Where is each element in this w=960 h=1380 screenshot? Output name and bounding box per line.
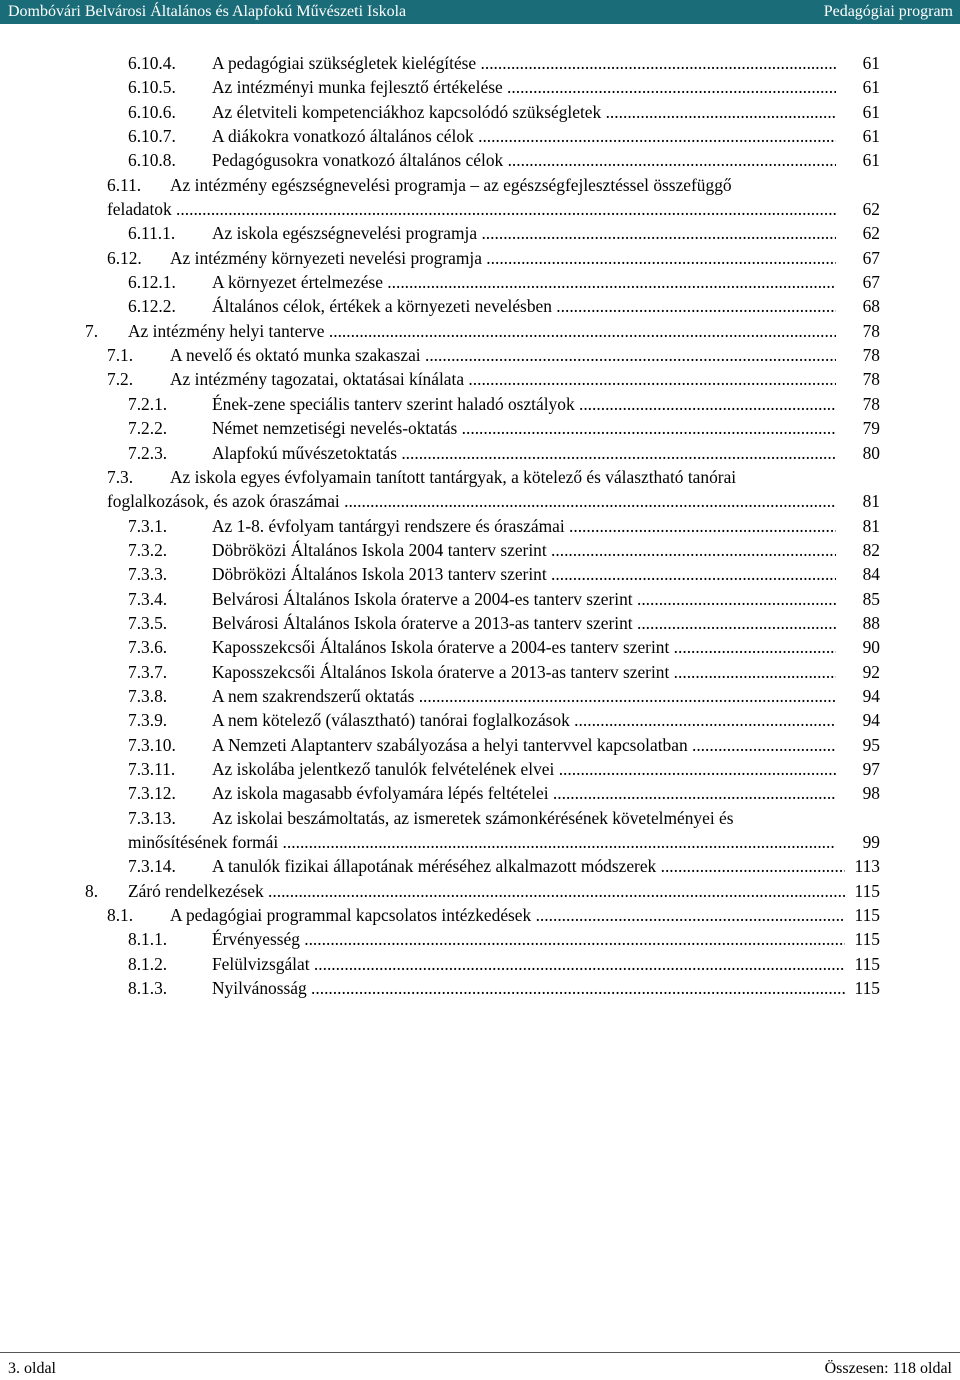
toc-entry-number: 7.3.6. <box>128 637 168 658</box>
toc-entry-title: Döbröközi Általános Iskola 2013 tanterv szerint ..... <box>212 562 836 586</box>
toc-entry-title: Döbröközi Általános Iskola 2004 tanterv szerint ..... <box>212 538 836 562</box>
toc-entry-page: 92 <box>863 660 880 684</box>
toc-entry-page: 81 <box>863 514 880 538</box>
toc-entry-title: Az intézmény környezeti nevelési programja ..... <box>170 246 836 270</box>
toc-entry-page: 61 <box>863 75 880 99</box>
toc-entry-page: 85 <box>863 587 880 611</box>
toc-entry-number: 6.11.1. <box>128 223 176 244</box>
toc-entry-number: 6.10.7. <box>128 126 176 147</box>
toc-entry-title: Érvényesség ..... <box>212 927 845 951</box>
toc-entry-number: 7.3.10. <box>128 734 176 755</box>
toc-entry[interactable] <box>0 635 960 659</box>
toc-entry[interactable] <box>0 611 960 635</box>
toc-entry-title-continued: feladatok ..... <box>107 197 836 221</box>
toc-entry-number: 7.3.1. <box>128 515 168 536</box>
toc-entry-number: 7.3.9. <box>128 710 168 731</box>
toc-entry-continuation[interactable] <box>0 830 960 854</box>
toc-entry-title: Az életviteli kompetenciákhoz kapcsolódó szükségletek ..... <box>212 100 836 124</box>
toc-entry-number: 8.1.2. <box>128 953 168 974</box>
toc-entry-title: Záró rendelkezések ..... <box>128 879 845 903</box>
toc-entry[interactable] <box>0 562 960 586</box>
toc-entry-page: 115 <box>855 879 880 903</box>
toc-entry-page: 94 <box>863 684 880 708</box>
toc-entry-page: 61 <box>863 148 880 172</box>
toc-entry[interactable] <box>0 416 960 440</box>
toc-entry-page: 61 <box>863 51 880 75</box>
toc-entry[interactable] <box>0 514 960 538</box>
toc-entry-title: Kaposszekcsői Általános Iskola óraterve a 2013-as tanterv szerint ..... <box>212 660 836 684</box>
toc-entry-title: Az intézmény helyi tanterve ..... <box>128 319 836 343</box>
toc-entry[interactable] <box>0 221 960 245</box>
toc-entry-title: Az intézményi munka fejlesztő értékelése ..... <box>212 75 836 99</box>
toc-entry-number: 6.10.4. <box>128 53 176 73</box>
toc-entry[interactable] <box>0 270 960 294</box>
toc-entry[interactable] <box>0 927 960 951</box>
toc-entry-number: 7.3.4. <box>128 588 168 609</box>
toc-entry[interactable] <box>0 100 960 124</box>
toc-entry-number: 8.1.3. <box>128 978 168 999</box>
toc-entry[interactable] <box>0 124 960 148</box>
toc-entry-page: 62 <box>863 221 880 245</box>
toc-entry[interactable] <box>0 708 960 732</box>
toc-entry-title: Alapfokú művészetoktatás ..... <box>212 441 836 465</box>
toc-entry[interactable] <box>0 246 960 270</box>
footer-total-pages: Összesen: 118 oldal <box>824 1360 952 1377</box>
toc-entry[interactable] <box>0 75 960 99</box>
toc-entry[interactable] <box>0 587 960 611</box>
toc-entry-title: A nevelő és oktató munka szakaszai ..... <box>170 343 836 367</box>
toc-entry-number: 7.1. <box>107 345 134 366</box>
toc-entry-page: 81 <box>863 489 880 513</box>
toc-entry-title: Az iskola egészségnevelési programja ..... <box>212 221 836 245</box>
toc-entry-page: 115 <box>855 903 880 927</box>
toc-entry[interactable] <box>0 465 960 489</box>
toc-entry-title: A pedagógiai programmal kapcsolatos intézkedések ..... <box>170 903 845 927</box>
toc-entry[interactable] <box>0 733 960 757</box>
toc-entry-title: A környezet értelmezése ..... <box>212 270 836 294</box>
toc-entry-number: 8.1. <box>107 905 134 926</box>
toc-entry[interactable] <box>0 806 960 830</box>
toc-entry-title: Felülvizsgálat ..... <box>212 952 845 976</box>
table-of-contents <box>0 51 960 1000</box>
toc-entry-page: 78 <box>863 367 880 391</box>
toc-entry-number: 7.3.14. <box>128 856 176 877</box>
page-footer <box>0 1358 960 1380</box>
toc-entry[interactable] <box>0 392 960 416</box>
toc-entry-title: Pedagógusokra vonatkozó általános célok ..... <box>212 148 836 172</box>
toc-entry[interactable] <box>0 51 960 75</box>
toc-entry-page: 88 <box>863 611 880 635</box>
toc-entry[interactable] <box>0 367 960 391</box>
toc-entry[interactable] <box>0 538 960 562</box>
toc-entry-page: 84 <box>863 562 880 586</box>
toc-entry-page: 78 <box>863 319 880 343</box>
toc-entry[interactable] <box>0 903 960 927</box>
toc-entry-number: 7.3.13. <box>128 807 176 828</box>
toc-entry-page: 79 <box>863 416 880 440</box>
toc-entry-page: 113 <box>855 854 880 878</box>
toc-entry-page: 61 <box>863 124 880 148</box>
toc-entry-number: 7.3. <box>107 466 134 487</box>
toc-entry-title: A nem kötelező (választható) tanórai foglalkozások ..... <box>212 708 836 732</box>
toc-entry[interactable] <box>0 660 960 684</box>
toc-entry-page: 68 <box>863 294 880 318</box>
toc-entry-number: 7.3.3. <box>128 564 168 585</box>
toc-entry-page: 95 <box>863 733 880 757</box>
toc-entry[interactable] <box>0 319 960 343</box>
toc-entry-page: 115 <box>855 952 880 976</box>
toc-entry-number: 6.12.1. <box>128 272 176 293</box>
toc-entry-page: 62 <box>863 197 880 221</box>
toc-entry-page: 78 <box>863 392 880 416</box>
toc-entry-page: 115 <box>855 927 880 951</box>
toc-entry-title-continued: minősítésének formái ..... <box>128 830 836 854</box>
toc-entry[interactable] <box>0 781 960 805</box>
toc-entry-title: A pedagógiai szükségletek kielégítése ..... <box>212 51 836 75</box>
toc-entry-title: Belvárosi Általános Iskola óraterve a 2004-es tanterv szerint ..... <box>212 587 836 611</box>
toc-entry-title: Általános célok, értékek a környezeti nevelésben ..... <box>212 294 836 318</box>
toc-entry-page: 90 <box>863 635 880 659</box>
toc-entry-title: Az iskola magasabb évfolyamára lépés feltételei ..... <box>212 781 836 805</box>
toc-entry-title: A Nemzeti Alaptanterv szabályozása a helyi tantervvel kapcsolatban ..... <box>212 733 836 757</box>
toc-entry-title: Az iskolába jelentkező tanulók felvételének elvei ..... <box>212 757 836 781</box>
toc-entry-page: 80 <box>863 441 880 465</box>
toc-entry-number: 6.10.6. <box>128 101 176 122</box>
toc-entry-number: 7.3.7. <box>128 661 168 682</box>
toc-entry-continuation[interactable] <box>0 197 960 221</box>
toc-entry-number: 7.2. <box>107 369 134 390</box>
header-document-title: Pedagógiai program <box>823 3 953 20</box>
toc-entry-page: 78 <box>863 343 880 367</box>
toc-entry-title-continued: foglalkozások, és azok óraszámai ..... <box>107 489 836 513</box>
toc-entry-continuation[interactable] <box>0 489 960 513</box>
toc-entry-title: A diákokra vonatkozó általános célok ..... <box>212 124 836 148</box>
toc-entry[interactable] <box>0 976 960 1000</box>
toc-entry-page: 61 <box>863 100 880 124</box>
toc-entry-title: Az intézmény egészségnevelési programja – az egészségfejlesztéssel összefüggő <box>170 174 732 195</box>
toc-entry-page: 98 <box>863 781 880 805</box>
toc-entry-page: 99 <box>863 830 880 854</box>
toc-entry[interactable] <box>0 294 960 318</box>
toc-entry-title: Az iskolai beszámoltatás, az ismeretek számonkérésének követelményei és <box>212 807 734 828</box>
toc-entry[interactable] <box>0 879 960 903</box>
toc-entry-title: A tanulók fizikai állapotának méréséhez alkalmazott módszerek ..... <box>212 854 845 878</box>
toc-entry-number: 6.12.2. <box>128 296 176 317</box>
toc-entry-number: 7.3.11. <box>128 758 176 779</box>
toc-entry-number: 6.10.5. <box>128 77 176 98</box>
toc-entry-page: 97 <box>863 757 880 781</box>
toc-entry-title: Nyilvánosság ..... <box>212 976 845 1000</box>
toc-entry-title: Ének-zene speciális tanterv szerint haladó osztályok ..... <box>212 392 836 416</box>
header-school-name: Dombóvári Belvárosi Általános és Alapfokú Művészeti Iskola <box>8 3 407 20</box>
toc-entry-title: Az iskola egyes évfolyamain tanított tantárgyak, a kötelező és választható tanórai <box>170 466 737 487</box>
toc-entry[interactable] <box>0 757 960 781</box>
toc-entry-number: 7. <box>85 320 99 341</box>
toc-entry-number: 8.1.1. <box>128 929 168 950</box>
toc-entry-number: 6.10.8. <box>128 150 176 171</box>
toc-entry-number: 6.12. <box>107 247 142 268</box>
toc-entry-title: Az intézmény tagozatai, oktatásai kínálata ..... <box>170 367 836 391</box>
toc-entry[interactable] <box>0 441 960 465</box>
toc-entry-number: 7.3.8. <box>128 685 168 706</box>
toc-entry[interactable] <box>0 952 960 976</box>
toc-entry-number: 6.11. <box>107 174 142 195</box>
toc-entry-number: 7.2.1. <box>128 393 168 414</box>
toc-entry-page: 67 <box>863 270 880 294</box>
toc-entry[interactable] <box>0 854 960 878</box>
toc-entry-title: Kaposszekcsői Általános Iskola óraterve a 2004-es tanterv szerint ..... <box>212 635 836 659</box>
toc-entry[interactable] <box>0 173 960 197</box>
toc-entry[interactable] <box>0 684 960 708</box>
toc-entry-number: 7.2.3. <box>128 442 168 463</box>
toc-entry-number: 7.3.5. <box>128 612 168 633</box>
toc-entry-page: 67 <box>863 246 880 270</box>
toc-entry-title: Német nemzetiségi nevelés-oktatás ..... <box>212 416 836 440</box>
toc-entry-page: 94 <box>863 708 880 732</box>
footer-page-number: 3. oldal <box>8 1360 56 1377</box>
toc-entry[interactable] <box>0 148 960 172</box>
toc-entry-page: 82 <box>863 538 880 562</box>
toc-entry-number: 7.2.2. <box>128 418 168 439</box>
toc-entry-title: Az 1-8. évfolyam tantárgyi rendszere és óraszámai ..... <box>212 514 836 538</box>
toc-entry-number: 8. <box>85 880 99 901</box>
page-header <box>0 0 960 24</box>
toc-entry[interactable] <box>0 343 960 367</box>
toc-entry-number: 7.3.12. <box>128 783 176 804</box>
toc-entry-page: 115 <box>855 976 880 1000</box>
toc-entry-title: A nem szakrendszerű oktatás ..... <box>212 684 836 708</box>
footer-divider <box>0 1352 960 1353</box>
toc-entry-title: Belvárosi Általános Iskola óraterve a 2013-as tanterv szerint ..... <box>212 611 836 635</box>
toc-entry-number: 7.3.2. <box>128 539 168 560</box>
